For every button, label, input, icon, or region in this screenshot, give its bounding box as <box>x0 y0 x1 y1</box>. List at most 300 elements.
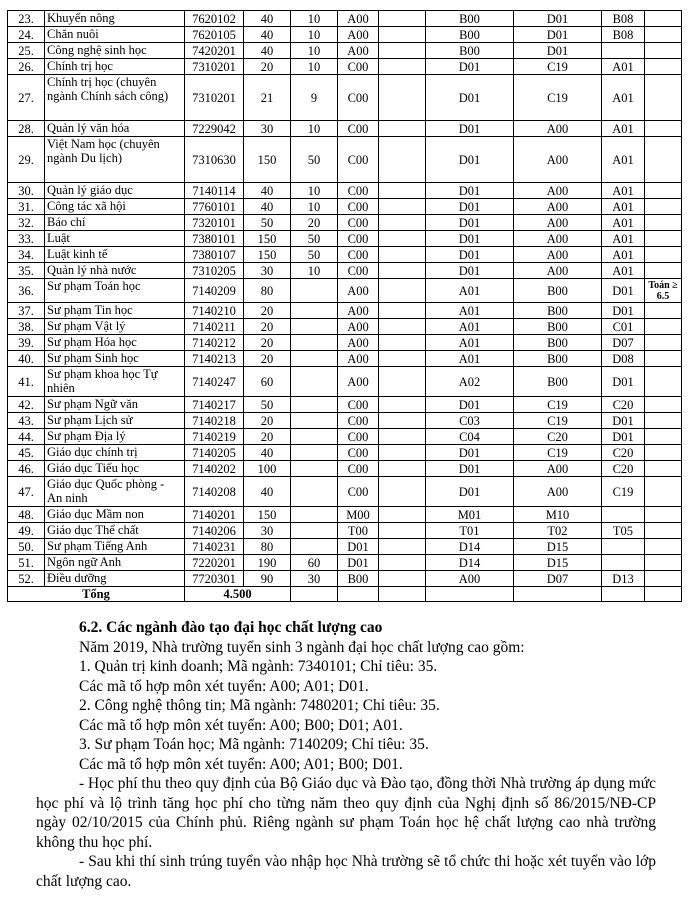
sub-quota <box>291 477 338 507</box>
table-row <box>8 215 682 231</box>
combo-1: C00 <box>338 215 379 231</box>
sub-quota <box>291 429 338 445</box>
empty-cell <box>379 137 426 183</box>
table-row <box>8 445 682 461</box>
quota: 20 <box>244 59 291 75</box>
row-number: 31. <box>8 199 45 215</box>
combo-1: C00 <box>338 429 379 445</box>
program-code: 7140247 <box>185 367 244 397</box>
combo-3: A00 <box>514 183 602 199</box>
empty-cell <box>379 461 426 477</box>
empty-cell <box>379 523 426 539</box>
combo-1: C00 <box>338 397 379 413</box>
combo-4: A01 <box>602 75 645 121</box>
program-code: 7140213 <box>185 351 244 367</box>
row-number: 52. <box>8 571 45 587</box>
combo-1: M00 <box>338 507 379 523</box>
table-row <box>8 507 682 523</box>
row-number: 28. <box>8 121 45 137</box>
empty-cell <box>379 335 426 351</box>
combo-4: C20 <box>602 461 645 477</box>
combo-3: A00 <box>514 199 602 215</box>
program-name: Sư phạm Sinh học <box>45 351 185 367</box>
row-number: 40. <box>8 351 45 367</box>
quota: 40 <box>244 477 291 507</box>
combo-4: A01 <box>602 137 645 183</box>
combo-3: C19 <box>514 413 602 429</box>
program-name: Giáo dục Tiểu học <box>45 461 185 477</box>
table-row <box>8 351 682 367</box>
combo-2: A01 <box>426 279 514 303</box>
note <box>645 477 682 507</box>
combo-3: A00 <box>514 215 602 231</box>
combo-1: C00 <box>338 199 379 215</box>
sub-quota: 10 <box>291 121 338 137</box>
paragraph: 2. Công nghệ thông tin; Mã ngành: 7480201; Chỉ tiêu: 35. <box>79 697 440 714</box>
empty-cell <box>379 121 426 137</box>
table-row <box>8 75 682 121</box>
note <box>645 351 682 367</box>
sub-quota <box>291 413 338 429</box>
program-name: Ngôn ngữ Anh <box>45 555 185 571</box>
combo-2: D01 <box>426 199 514 215</box>
row-number: 36. <box>8 279 45 303</box>
table-row <box>8 397 682 413</box>
combo-4: D01 <box>602 413 645 429</box>
program-code: 7140209 <box>185 279 244 303</box>
row-number: 34. <box>8 247 45 263</box>
program-code: 7380107 <box>185 247 244 263</box>
sub-quota: 9 <box>291 75 338 121</box>
sub-quota: 30 <box>291 571 338 587</box>
combo-1: C00 <box>338 75 379 121</box>
program-code: 7310205 <box>185 263 244 279</box>
quota: 40 <box>244 43 291 59</box>
empty-cell <box>379 27 426 43</box>
program-code: 7140217 <box>185 397 244 413</box>
combo-3: D01 <box>514 27 602 43</box>
combo-3: D15 <box>514 555 602 571</box>
program-code: 7320101 <box>185 215 244 231</box>
combo-2: A01 <box>426 303 514 319</box>
paragraph: Năm 2019, Nhà trường tuyển sinh 3 ngành đại học chất lượng cao gồm: <box>79 638 525 656</box>
program-code: 7140208 <box>185 477 244 507</box>
empty-cell <box>379 279 426 303</box>
combo-1: C00 <box>338 477 379 507</box>
quota: 20 <box>244 351 291 367</box>
empty-cell <box>379 247 426 263</box>
empty-cell <box>379 231 426 247</box>
combo-3: C19 <box>514 445 602 461</box>
row-number: 42. <box>8 397 45 413</box>
row-number: 32. <box>8 215 45 231</box>
note <box>645 247 682 263</box>
row-number: 48. <box>8 507 45 523</box>
program-code: 7220201 <box>185 555 244 571</box>
row-number: 41. <box>8 367 45 397</box>
combo-2: B00 <box>426 11 514 27</box>
note <box>645 397 682 413</box>
note <box>645 571 682 587</box>
sub-quota: 60 <box>291 555 338 571</box>
combo-3: D01 <box>514 43 602 59</box>
program-name: Điều dưỡng <box>45 571 185 587</box>
quota: 150 <box>244 231 291 247</box>
sub-quota: 10 <box>291 59 338 75</box>
combo-2: D01 <box>426 137 514 183</box>
combo-2: D01 <box>426 121 514 137</box>
row-number: 35. <box>8 263 45 279</box>
program-code: 7140201 <box>185 507 244 523</box>
note <box>645 263 682 279</box>
combo-4: C20 <box>602 445 645 461</box>
program-name: Quản lý văn hóa <box>45 121 185 137</box>
combo-2: D01 <box>426 59 514 75</box>
sub-quota <box>291 335 338 351</box>
program-name: Sư phạm Tiếng Anh <box>45 539 185 555</box>
sub-quota <box>291 279 338 303</box>
combo-3: A00 <box>514 461 602 477</box>
total-label: Tổng <box>8 587 185 602</box>
combo-1: C00 <box>338 445 379 461</box>
combo-4: A01 <box>602 231 645 247</box>
program-code: 7140114 <box>185 183 244 199</box>
combo-1: C00 <box>338 413 379 429</box>
table-row <box>8 11 682 27</box>
note <box>645 429 682 445</box>
note <box>645 445 682 461</box>
program-name: Quản lý nhà nước <box>45 263 185 279</box>
sub-quota: 10 <box>291 11 338 27</box>
combo-1: C00 <box>338 247 379 263</box>
program-name: Luật kinh tế <box>45 247 185 263</box>
program-name: Sư phạm Hóa học <box>45 335 185 351</box>
combo-3: C19 <box>514 397 602 413</box>
note <box>645 523 682 539</box>
combo-1: A00 <box>338 11 379 27</box>
paragraph: 3. Sư phạm Toán học; Mã ngành: 7140209; Chỉ tiêu: 35. <box>79 736 429 753</box>
note <box>645 319 682 335</box>
program-code: 7620102 <box>185 11 244 27</box>
combo-4: C19 <box>602 477 645 507</box>
quota: 30 <box>244 523 291 539</box>
sub-quota: 50 <box>291 247 338 263</box>
empty-cell <box>379 303 426 319</box>
table-row <box>8 263 682 279</box>
note <box>645 183 682 199</box>
empty-cell <box>379 507 426 523</box>
combo-2: B00 <box>426 43 514 59</box>
combo-2: D01 <box>426 477 514 507</box>
program-code: 7760101 <box>185 199 244 215</box>
combo-4 <box>602 555 645 571</box>
sub-quota: 10 <box>291 27 338 43</box>
combo-3: C19 <box>514 75 602 121</box>
program-code: 7140206 <box>185 523 244 539</box>
paragraph: 1. Quản trị kinh doanh; Mã ngành: 7340101; Chỉ tiêu: 35. <box>79 658 438 675</box>
empty-cell <box>379 11 426 27</box>
program-code: 7140205 <box>185 445 244 461</box>
note <box>645 231 682 247</box>
table-row <box>8 199 682 215</box>
sub-quota <box>291 445 338 461</box>
combo-4 <box>602 539 645 555</box>
table-row <box>8 477 682 507</box>
combo-1: A00 <box>338 279 379 303</box>
row-number: 51. <box>8 555 45 571</box>
combo-3: A00 <box>514 263 602 279</box>
program-name: Công nghệ sinh học <box>45 43 185 59</box>
quota: 60 <box>244 367 291 397</box>
program-code: 7140210 <box>185 303 244 319</box>
combo-1: C00 <box>338 231 379 247</box>
combo-1: C00 <box>338 121 379 137</box>
sub-quota <box>291 507 338 523</box>
combo-2: M01 <box>426 507 514 523</box>
combo-3: B00 <box>514 279 602 303</box>
sub-quota: 10 <box>291 199 338 215</box>
program-name: Sư phạm Tin học <box>45 303 185 319</box>
combo-4: C01 <box>602 319 645 335</box>
sub-quota <box>291 397 338 413</box>
table-row <box>8 429 682 445</box>
combo-2: C04 <box>426 429 514 445</box>
sub-quota <box>291 539 338 555</box>
program-name: Giáo dục chính trị <box>45 445 185 461</box>
sub-quota: 10 <box>291 263 338 279</box>
combo-3: A00 <box>514 477 602 507</box>
note <box>645 199 682 215</box>
combo-2: D01 <box>426 247 514 263</box>
combo-1: C00 <box>338 59 379 75</box>
combo-4: A01 <box>602 215 645 231</box>
quota: 80 <box>244 279 291 303</box>
combo-1: D01 <box>338 539 379 555</box>
program-name: Khuyến nông <box>45 11 185 27</box>
combo-2: T01 <box>426 523 514 539</box>
combo-3: C20 <box>514 429 602 445</box>
program-code: 7140211 <box>185 319 244 335</box>
combo-1: A00 <box>338 319 379 335</box>
table-row <box>8 539 682 555</box>
combo-4: T05 <box>602 523 645 539</box>
quota: 90 <box>244 571 291 587</box>
row-number: 49. <box>8 523 45 539</box>
note <box>645 43 682 59</box>
program-name: Sư phạm Toán học <box>45 279 185 303</box>
note <box>645 27 682 43</box>
combo-3: D07 <box>514 571 602 587</box>
sub-quota <box>291 303 338 319</box>
empty-cell <box>379 367 426 397</box>
combo-4: A01 <box>602 121 645 137</box>
combo-4 <box>602 507 645 523</box>
combo-1: A00 <box>338 367 379 397</box>
combo-1: A00 <box>338 43 379 59</box>
note <box>645 303 682 319</box>
sub-quota: 50 <box>291 137 338 183</box>
sub-quota: 20 <box>291 215 338 231</box>
table-row <box>8 413 682 429</box>
combo-2: D01 <box>426 215 514 231</box>
sub-quota <box>291 523 338 539</box>
combo-4: D01 <box>602 279 645 303</box>
row-number: 45. <box>8 445 45 461</box>
quota: 150 <box>244 247 291 263</box>
row-number: 30. <box>8 183 45 199</box>
combo-4: D07 <box>602 335 645 351</box>
program-code: 7310201 <box>185 59 244 75</box>
admissions-table <box>7 10 682 602</box>
table-row <box>8 247 682 263</box>
program-name: Giáo dục Mầm non <box>45 507 185 523</box>
program-name: Quản lý giáo dục <box>45 183 185 199</box>
program-name: Công tác xã hội <box>45 199 185 215</box>
empty-cell <box>379 413 426 429</box>
combo-2: D01 <box>426 445 514 461</box>
empty-cell <box>379 539 426 555</box>
row-number: 25. <box>8 43 45 59</box>
combo-3: A00 <box>514 231 602 247</box>
section-6-2 <box>36 618 656 891</box>
note <box>645 367 682 397</box>
empty-cell <box>379 263 426 279</box>
combo-1: B00 <box>338 571 379 587</box>
combo-3: A00 <box>514 137 602 183</box>
combo-2: B00 <box>426 27 514 43</box>
paragraph: - Sau khi thí sinh trúng tuyển vào nhập học Nhà trường sẽ tổ chức thi hoặc xét tuyển vào lớp chất lượng cao. <box>36 853 656 890</box>
program-code: 7310201 <box>185 75 244 121</box>
empty-cell <box>379 429 426 445</box>
combo-4: D01 <box>602 303 645 319</box>
combo-3: C19 <box>514 59 602 75</box>
quota: 20 <box>244 303 291 319</box>
sub-quota <box>291 319 338 335</box>
row-number: 38. <box>8 319 45 335</box>
program-name: Chăn nuôi <box>45 27 185 43</box>
combo-3: B00 <box>514 303 602 319</box>
table-row <box>8 367 682 397</box>
combo-2: D14 <box>426 539 514 555</box>
combo-1: C00 <box>338 461 379 477</box>
note <box>645 11 682 27</box>
combo-4: A01 <box>602 199 645 215</box>
note <box>645 215 682 231</box>
program-code: 7140202 <box>185 461 244 477</box>
combo-2: D01 <box>426 263 514 279</box>
combo-2: A01 <box>426 319 514 335</box>
combo-3: B00 <box>514 335 602 351</box>
combo-1: C00 <box>338 137 379 183</box>
sub-quota <box>291 461 338 477</box>
empty-cell <box>379 571 426 587</box>
program-code: 7420201 <box>185 43 244 59</box>
combo-4: C20 <box>602 397 645 413</box>
combo-2: A01 <box>426 335 514 351</box>
program-name: Giáo dục Quốc phòng - An ninh <box>45 477 185 507</box>
combo-2: D01 <box>426 231 514 247</box>
combo-3: B00 <box>514 351 602 367</box>
combo-1: C00 <box>338 183 379 199</box>
combo-3: A00 <box>514 121 602 137</box>
combo-3: B00 <box>514 367 602 397</box>
total-row <box>8 587 682 602</box>
combo-1: D01 <box>338 555 379 571</box>
quota: 30 <box>244 121 291 137</box>
combo-4: D08 <box>602 351 645 367</box>
program-code: 7140212 <box>185 335 244 351</box>
note <box>645 75 682 121</box>
combo-2: D01 <box>426 397 514 413</box>
program-code: 7140219 <box>185 429 244 445</box>
quota: 100 <box>244 461 291 477</box>
combo-3: B00 <box>514 319 602 335</box>
empty-cell <box>379 319 426 335</box>
row-number: 24. <box>8 27 45 43</box>
combo-2: C03 <box>426 413 514 429</box>
note <box>645 539 682 555</box>
empty-cell <box>379 59 426 75</box>
empty-cell <box>379 43 426 59</box>
combo-3: T02 <box>514 523 602 539</box>
quota: 40 <box>244 27 291 43</box>
combo-3: M10 <box>514 507 602 523</box>
combo-4: A01 <box>602 59 645 75</box>
table-row <box>8 555 682 571</box>
table-row <box>8 571 682 587</box>
row-number: 46. <box>8 461 45 477</box>
combo-4 <box>602 43 645 59</box>
empty-cell <box>379 477 426 507</box>
sub-quota: 10 <box>291 43 338 59</box>
row-number: 39. <box>8 335 45 351</box>
program-name: Việt Nam học (chuyên ngành Du lịch) <box>45 137 185 183</box>
section-heading: 6.2. Các ngành đào tạo đại học chất lượng cao <box>79 619 383 636</box>
combo-1: A00 <box>338 303 379 319</box>
combo-4: A01 <box>602 247 645 263</box>
quota: 40 <box>244 445 291 461</box>
combo-1: T00 <box>338 523 379 539</box>
empty-cell <box>379 75 426 121</box>
row-number: 44. <box>8 429 45 445</box>
table-row <box>8 137 682 183</box>
sub-quota: 10 <box>291 183 338 199</box>
quota: 150 <box>244 507 291 523</box>
program-code: 7140231 <box>185 539 244 555</box>
program-name: Sư phạm Địa lý <box>45 429 185 445</box>
paragraph: Các mã tổ hợp môn xét tuyển: A00; B00; D01; A01. <box>79 716 403 734</box>
combo-1: C00 <box>338 263 379 279</box>
combo-2: A00 <box>426 571 514 587</box>
quota: 20 <box>244 413 291 429</box>
combo-1: A00 <box>338 27 379 43</box>
empty-cell <box>379 351 426 367</box>
combo-4: D13 <box>602 571 645 587</box>
quota: 20 <box>244 429 291 445</box>
note <box>645 121 682 137</box>
row-number: 27. <box>8 75 45 121</box>
note <box>645 335 682 351</box>
row-number: 33. <box>8 231 45 247</box>
empty-cell <box>379 215 426 231</box>
program-code: 7140218 <box>185 413 244 429</box>
quota: 190 <box>244 555 291 571</box>
combo-3: D01 <box>514 11 602 27</box>
combo-4: A01 <box>602 183 645 199</box>
table-row <box>8 319 682 335</box>
combo-4: B08 <box>602 27 645 43</box>
note <box>645 137 682 183</box>
